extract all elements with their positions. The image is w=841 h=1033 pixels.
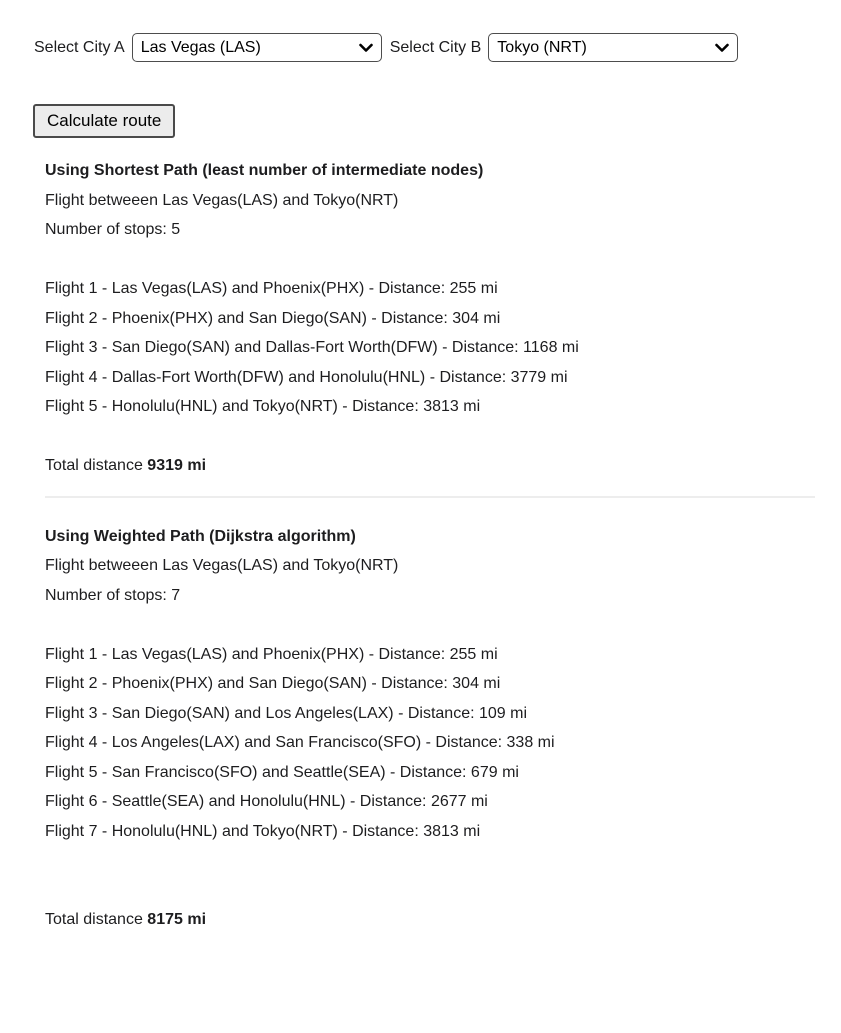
city-a-label: Select City A xyxy=(34,38,125,56)
stops-count: Number of stops: 5 xyxy=(45,221,181,238)
city-a-select[interactable] xyxy=(132,33,382,62)
flight-line: Flight 1 - Las Vegas(LAS) and Phoenix(PHX) - Distance: 255 mi xyxy=(45,280,498,297)
flight-line: Flight 3 - San Diego(SAN) and Los Angeles(LAX) - Distance: 109 mi xyxy=(45,704,528,722)
calculate-route-button[interactable]: Calculate route xyxy=(33,104,175,138)
route-summary: Flight betweeen Las Vegas(LAS) and Tokyo(NRT) xyxy=(45,191,399,209)
flight-line: Flight 2 - Phoenix(PHX) and San Diego(SAN) - Distance: 304 mi xyxy=(45,675,501,692)
total-distance-label: Total distance xyxy=(45,911,143,928)
city-a-select-wrap xyxy=(132,33,382,62)
total-distance-line xyxy=(45,451,815,481)
section-heading: Using Weighted Path (Dijkstra algorithm) xyxy=(45,527,356,545)
flight-line: Flight 5 - Honolulu(HNL) and Tokyo(NRT) - Distance: 3813 mi xyxy=(45,398,481,415)
city-b-label: Select City B xyxy=(389,38,482,56)
total-distance-label: Total distance xyxy=(45,457,143,474)
total-distance-value: 9319 mi xyxy=(147,457,207,474)
flight-line: Flight 6 - Seattle(SEA) and Honolulu(HNL) - Distance: 2677 mi xyxy=(45,793,488,810)
section-divider xyxy=(45,496,815,498)
weighted-path-section xyxy=(45,522,815,935)
spacer xyxy=(45,245,815,275)
flight-line: Flight 4 - Dallas-Fort Worth(DFW) and Honolulu(HNL) - Distance: 3779 mi xyxy=(45,368,568,386)
section-heading: Using Shortest Path (least number of intermediate nodes) xyxy=(45,162,484,179)
stops-count: Number of stops: 7 xyxy=(45,586,181,604)
route-results xyxy=(45,156,815,935)
spacer xyxy=(45,422,815,452)
spacer xyxy=(45,610,815,640)
flight-line: Flight 5 - San Francisco(SFO) and Seattle(SEA) - Distance: 679 mi xyxy=(45,763,519,781)
route-form xyxy=(34,33,841,62)
route-summary: Flight betweeen Las Vegas(LAS) and Tokyo(NRT) xyxy=(45,557,399,574)
city-b-select-wrap xyxy=(488,33,738,62)
flight-line: Flight 7 - Honolulu(HNL) and Tokyo(NRT) - Distance: 3813 mi xyxy=(45,822,481,840)
shortest-path-section xyxy=(45,156,815,481)
total-distance-value: 8175 mi xyxy=(147,911,207,928)
city-b-select[interactable] xyxy=(488,33,738,62)
flight-line: Flight 3 - San Diego(SAN) and Dallas-Fort Worth(DFW) - Distance: 1168 mi xyxy=(45,339,579,356)
spacer xyxy=(45,846,815,905)
flight-line: Flight 4 - Los Angeles(LAX) and San Francisco(SFO) - Distance: 338 mi xyxy=(45,734,555,751)
flight-line: Flight 2 - Phoenix(PHX) and San Diego(SAN) - Distance: 304 mi xyxy=(45,309,501,327)
total-distance-line xyxy=(45,905,815,935)
flight-line: Flight 1 - Las Vegas(LAS) and Phoenix(PHX) - Distance: 255 mi xyxy=(45,645,498,663)
